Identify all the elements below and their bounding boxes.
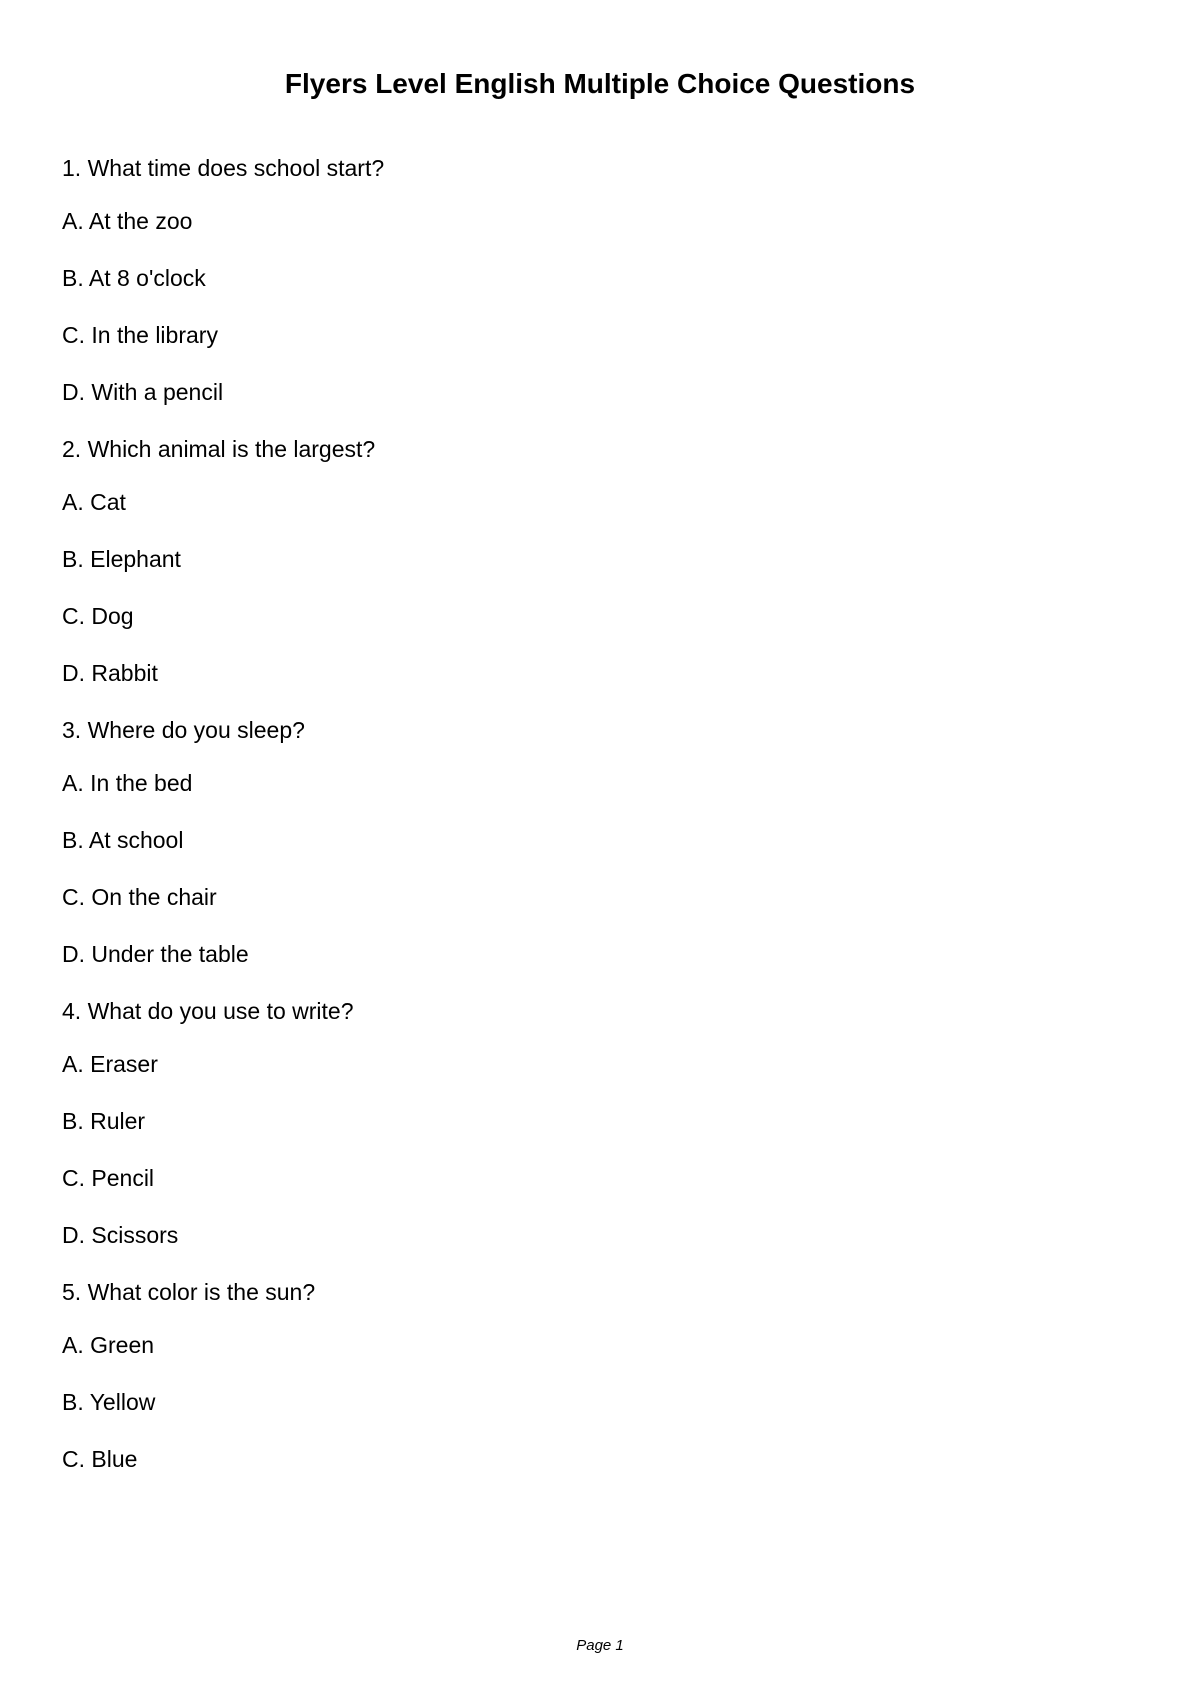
option-c: C. On the chair xyxy=(62,884,217,910)
option-a: A. At the zoo xyxy=(62,208,193,234)
question-3 xyxy=(62,714,1138,970)
option-d: D. Scissors xyxy=(62,1222,179,1248)
question-list xyxy=(62,152,1138,1500)
option-b: B. Yellow xyxy=(62,1389,156,1415)
question-text: 4. What do you use to write? xyxy=(62,998,354,1024)
option-a: A. Eraser xyxy=(62,1051,158,1077)
option-b: B. At school xyxy=(62,827,184,853)
option-b: B. At 8 o'clock xyxy=(62,265,206,291)
question-5 xyxy=(62,1276,1138,1475)
page-number: Page 1 xyxy=(576,1637,624,1654)
option-d: D. With a pencil xyxy=(62,379,224,405)
option-c: C. Dog xyxy=(62,603,134,629)
option-a: A. In the bed xyxy=(62,770,193,796)
question-text: 2. Which animal is the largest? xyxy=(62,436,376,462)
question-1 xyxy=(62,152,1138,408)
option-c: C. Blue xyxy=(62,1446,138,1472)
option-c: C. In the library xyxy=(62,322,218,348)
question-text: 5. What color is the sun? xyxy=(62,1279,316,1305)
option-d: D. Rabbit xyxy=(62,660,158,686)
option-d: D. Under the table xyxy=(62,941,249,967)
page-title: Flyers Level English Multiple Choice Questions xyxy=(284,68,916,99)
option-c: C. Pencil xyxy=(62,1165,155,1191)
question-text: 1. What time does school start? xyxy=(62,155,385,181)
question-2 xyxy=(62,433,1138,689)
option-b: B. Elephant xyxy=(62,546,181,572)
question-text: 3. Where do you sleep? xyxy=(62,717,305,743)
question-4 xyxy=(62,995,1138,1251)
option-a: A. Cat xyxy=(62,489,126,515)
option-b: B. Ruler xyxy=(62,1108,146,1134)
option-a: A. Green xyxy=(62,1332,155,1358)
